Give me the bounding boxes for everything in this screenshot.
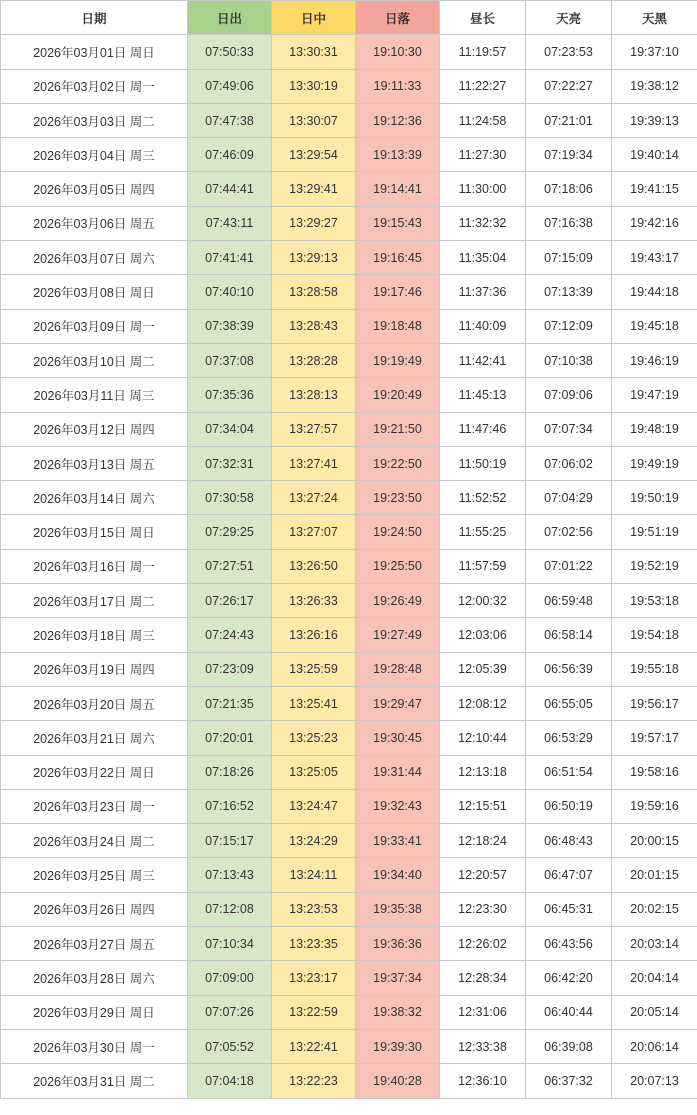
cell-sunset: 19:30:45 xyxy=(356,721,440,755)
cell-solar-noon: 13:25:05 xyxy=(272,755,356,789)
cell-dusk: 19:57:17 xyxy=(612,721,697,755)
cell-dawn: 06:59:48 xyxy=(526,584,612,618)
cell-dusk: 19:44:18 xyxy=(612,275,697,309)
table-row xyxy=(1,69,697,103)
cell-sunset: 19:20:49 xyxy=(356,378,440,412)
cell-dusk: 19:43:17 xyxy=(612,241,697,275)
cell-sunrise: 07:50:33 xyxy=(188,35,272,69)
cell-solar-noon: 13:22:59 xyxy=(272,995,356,1029)
cell-dawn: 07:13:39 xyxy=(526,275,612,309)
cell-dusk: 19:53:18 xyxy=(612,584,697,618)
cell-dusk: 19:42:16 xyxy=(612,206,697,240)
cell-daylength: 12:36:10 xyxy=(440,1064,526,1098)
cell-dusk: 19:52:19 xyxy=(612,549,697,583)
cell-daylength: 12:31:06 xyxy=(440,995,526,1029)
cell-dawn: 07:06:02 xyxy=(526,446,612,480)
cell-sunset: 19:19:49 xyxy=(356,343,440,377)
cell-dawn: 06:55:05 xyxy=(526,686,612,720)
table-row xyxy=(1,584,697,618)
cell-date: 2026年03月13日 周五 xyxy=(1,446,188,480)
cell-daylength: 11:30:00 xyxy=(440,172,526,206)
cell-daylength: 11:55:25 xyxy=(440,515,526,549)
cell-solar-noon: 13:27:41 xyxy=(272,446,356,480)
cell-daylength: 11:45:13 xyxy=(440,378,526,412)
cell-solar-noon: 13:29:54 xyxy=(272,138,356,172)
cell-sunrise: 07:46:09 xyxy=(188,138,272,172)
table-row xyxy=(1,103,697,137)
cell-sunrise: 07:40:10 xyxy=(188,275,272,309)
column-header-sunset: 日落 xyxy=(356,1,440,35)
cell-sunset: 19:27:49 xyxy=(356,618,440,652)
cell-sunrise: 07:26:17 xyxy=(188,584,272,618)
cell-sunrise: 07:49:06 xyxy=(188,69,272,103)
cell-date: 2026年03月26日 周四 xyxy=(1,892,188,926)
cell-dawn: 07:07:34 xyxy=(526,412,612,446)
cell-dawn: 07:19:34 xyxy=(526,138,612,172)
cell-daylength: 11:57:59 xyxy=(440,549,526,583)
cell-daylength: 12:15:51 xyxy=(440,789,526,823)
cell-sunset: 19:32:43 xyxy=(356,789,440,823)
table-row xyxy=(1,618,697,652)
cell-dusk: 20:04:14 xyxy=(612,961,697,995)
cell-sunrise: 07:12:08 xyxy=(188,892,272,926)
cell-solar-noon: 13:25:23 xyxy=(272,721,356,755)
cell-daylength: 12:26:02 xyxy=(440,927,526,961)
cell-sunrise: 07:43:11 xyxy=(188,206,272,240)
cell-date: 2026年03月30日 周一 xyxy=(1,1029,188,1063)
cell-date: 2026年03月25日 周三 xyxy=(1,858,188,892)
cell-solar-noon: 13:30:19 xyxy=(272,69,356,103)
cell-daylength: 11:37:36 xyxy=(440,275,526,309)
cell-sunset: 19:34:40 xyxy=(356,858,440,892)
cell-date: 2026年03月31日 周二 xyxy=(1,1064,188,1098)
cell-sunset: 19:16:45 xyxy=(356,241,440,275)
cell-date: 2026年03月22日 周日 xyxy=(1,755,188,789)
cell-sunrise: 07:29:25 xyxy=(188,515,272,549)
cell-date: 2026年03月01日 周日 xyxy=(1,35,188,69)
cell-dusk: 20:02:15 xyxy=(612,892,697,926)
cell-dusk: 19:50:19 xyxy=(612,481,697,515)
cell-dusk: 19:40:14 xyxy=(612,138,697,172)
cell-date: 2026年03月15日 周日 xyxy=(1,515,188,549)
cell-solar-noon: 13:23:53 xyxy=(272,892,356,926)
cell-daylength: 12:20:57 xyxy=(440,858,526,892)
cell-solar-noon: 13:26:16 xyxy=(272,618,356,652)
cell-sunset: 19:26:49 xyxy=(356,584,440,618)
cell-daylength: 12:23:30 xyxy=(440,892,526,926)
cell-sunset: 19:24:50 xyxy=(356,515,440,549)
cell-solar-noon: 13:27:07 xyxy=(272,515,356,549)
cell-daylength: 12:05:39 xyxy=(440,652,526,686)
cell-sunrise: 07:09:00 xyxy=(188,961,272,995)
cell-sunset: 19:14:41 xyxy=(356,172,440,206)
cell-date: 2026年03月29日 周日 xyxy=(1,995,188,1029)
cell-sunrise: 07:23:09 xyxy=(188,652,272,686)
cell-dawn: 06:40:44 xyxy=(526,995,612,1029)
cell-sunrise: 07:13:43 xyxy=(188,858,272,892)
cell-dawn: 07:23:53 xyxy=(526,35,612,69)
cell-daylength: 12:08:12 xyxy=(440,686,526,720)
cell-sunrise: 07:27:51 xyxy=(188,549,272,583)
table-row xyxy=(1,824,697,858)
cell-solar-noon: 13:27:57 xyxy=(272,412,356,446)
table-row xyxy=(1,138,697,172)
cell-solar-noon: 13:29:27 xyxy=(272,206,356,240)
cell-solar-noon: 13:29:13 xyxy=(272,241,356,275)
cell-daylength: 11:19:57 xyxy=(440,35,526,69)
cell-solar-noon: 13:28:13 xyxy=(272,378,356,412)
table-row xyxy=(1,1029,697,1063)
cell-sunrise: 07:16:52 xyxy=(188,789,272,823)
cell-solar-noon: 13:28:58 xyxy=(272,275,356,309)
cell-sunrise: 07:47:38 xyxy=(188,103,272,137)
cell-date: 2026年03月06日 周五 xyxy=(1,206,188,240)
cell-date: 2026年03月17日 周二 xyxy=(1,584,188,618)
cell-sunset: 19:10:30 xyxy=(356,35,440,69)
cell-solar-noon: 13:24:29 xyxy=(272,824,356,858)
cell-date: 2026年03月23日 周一 xyxy=(1,789,188,823)
cell-solar-noon: 13:28:28 xyxy=(272,343,356,377)
cell-daylength: 12:13:18 xyxy=(440,755,526,789)
cell-dawn: 06:58:14 xyxy=(526,618,612,652)
table-row xyxy=(1,481,697,515)
cell-date: 2026年03月07日 周六 xyxy=(1,241,188,275)
cell-dawn: 07:16:38 xyxy=(526,206,612,240)
cell-solar-noon: 13:23:17 xyxy=(272,961,356,995)
cell-date: 2026年03月19日 周四 xyxy=(1,652,188,686)
table-row xyxy=(1,515,697,549)
cell-sunset: 19:36:36 xyxy=(356,927,440,961)
cell-date: 2026年03月28日 周六 xyxy=(1,961,188,995)
table-row xyxy=(1,892,697,926)
cell-dusk: 19:54:18 xyxy=(612,618,697,652)
cell-daylength: 11:50:19 xyxy=(440,446,526,480)
cell-sunset: 19:39:30 xyxy=(356,1029,440,1063)
cell-date: 2026年03月09日 周一 xyxy=(1,309,188,343)
cell-daylength: 11:42:41 xyxy=(440,343,526,377)
cell-dawn: 06:51:54 xyxy=(526,755,612,789)
cell-solar-noon: 13:28:43 xyxy=(272,309,356,343)
cell-dawn: 07:21:01 xyxy=(526,103,612,137)
cell-sunset: 19:33:41 xyxy=(356,824,440,858)
cell-dawn: 07:18:06 xyxy=(526,172,612,206)
cell-daylength: 12:18:24 xyxy=(440,824,526,858)
cell-date: 2026年03月05日 周四 xyxy=(1,172,188,206)
table-row xyxy=(1,412,697,446)
column-header-date: 日期 xyxy=(1,1,188,35)
cell-solar-noon: 13:22:23 xyxy=(272,1064,356,1098)
table-row xyxy=(1,927,697,961)
cell-daylength: 11:47:46 xyxy=(440,412,526,446)
cell-date: 2026年03月08日 周日 xyxy=(1,275,188,309)
cell-date: 2026年03月18日 周三 xyxy=(1,618,188,652)
cell-solar-noon: 13:25:59 xyxy=(272,652,356,686)
cell-date: 2026年03月21日 周六 xyxy=(1,721,188,755)
cell-dawn: 07:04:29 xyxy=(526,481,612,515)
cell-daylength: 12:28:34 xyxy=(440,961,526,995)
table-row xyxy=(1,652,697,686)
cell-sunrise: 07:35:36 xyxy=(188,378,272,412)
cell-dusk: 20:00:15 xyxy=(612,824,697,858)
cell-dawn: 06:45:31 xyxy=(526,892,612,926)
table-row xyxy=(1,789,697,823)
cell-dusk: 19:51:19 xyxy=(612,515,697,549)
cell-solar-noon: 13:29:41 xyxy=(272,172,356,206)
table-row xyxy=(1,241,697,275)
cell-sunset: 19:11:33 xyxy=(356,69,440,103)
cell-daylength: 11:22:27 xyxy=(440,69,526,103)
cell-dusk: 19:48:19 xyxy=(612,412,697,446)
cell-dusk: 19:41:15 xyxy=(612,172,697,206)
cell-dusk: 19:45:18 xyxy=(612,309,697,343)
cell-sunrise: 07:18:26 xyxy=(188,755,272,789)
cell-sunrise: 07:38:39 xyxy=(188,309,272,343)
cell-sunrise: 07:41:41 xyxy=(188,241,272,275)
cell-date: 2026年03月24日 周二 xyxy=(1,824,188,858)
cell-sunrise: 07:04:18 xyxy=(188,1064,272,1098)
cell-dusk: 20:06:14 xyxy=(612,1029,697,1063)
cell-date: 2026年03月16日 周一 xyxy=(1,549,188,583)
cell-solar-noon: 13:30:07 xyxy=(272,103,356,137)
cell-dawn: 06:48:43 xyxy=(526,824,612,858)
cell-sunset: 19:35:38 xyxy=(356,892,440,926)
cell-solar-noon: 13:22:41 xyxy=(272,1029,356,1063)
cell-daylength: 11:32:32 xyxy=(440,206,526,240)
cell-date: 2026年03月02日 周一 xyxy=(1,69,188,103)
cell-date: 2026年03月14日 周六 xyxy=(1,481,188,515)
cell-dusk: 19:56:17 xyxy=(612,686,697,720)
cell-dusk: 19:59:16 xyxy=(612,789,697,823)
table-row xyxy=(1,686,697,720)
cell-daylength: 12:03:06 xyxy=(440,618,526,652)
table-row xyxy=(1,549,697,583)
cell-dawn: 06:47:07 xyxy=(526,858,612,892)
cell-sunrise: 07:30:58 xyxy=(188,481,272,515)
cell-date: 2026年03月12日 周四 xyxy=(1,412,188,446)
cell-daylength: 11:52:52 xyxy=(440,481,526,515)
cell-dusk: 19:47:19 xyxy=(612,378,697,412)
cell-date: 2026年03月10日 周二 xyxy=(1,343,188,377)
table-row xyxy=(1,35,697,69)
cell-sunrise: 07:15:17 xyxy=(188,824,272,858)
cell-dusk: 19:46:19 xyxy=(612,343,697,377)
cell-date: 2026年03月20日 周五 xyxy=(1,686,188,720)
column-header-dusk: 天黑 xyxy=(612,1,697,35)
cell-sunrise: 07:32:31 xyxy=(188,446,272,480)
cell-dusk: 19:55:18 xyxy=(612,652,697,686)
cell-daylength: 12:00:32 xyxy=(440,584,526,618)
cell-dawn: 07:01:22 xyxy=(526,549,612,583)
table-row xyxy=(1,275,697,309)
table-row xyxy=(1,343,697,377)
cell-dawn: 06:56:39 xyxy=(526,652,612,686)
cell-solar-noon: 13:25:41 xyxy=(272,686,356,720)
cell-sunset: 19:28:48 xyxy=(356,652,440,686)
column-header-sunrise: 日出 xyxy=(188,1,272,35)
table-row xyxy=(1,309,697,343)
column-header-daylength: 昼长 xyxy=(440,1,526,35)
cell-dawn: 06:37:32 xyxy=(526,1064,612,1098)
cell-sunset: 19:37:34 xyxy=(356,961,440,995)
cell-solar-noon: 13:27:24 xyxy=(272,481,356,515)
cell-daylength: 11:35:04 xyxy=(440,241,526,275)
cell-sunrise: 07:21:35 xyxy=(188,686,272,720)
cell-date: 2026年03月27日 周五 xyxy=(1,927,188,961)
cell-dusk: 20:05:14 xyxy=(612,995,697,1029)
cell-dawn: 07:12:09 xyxy=(526,309,612,343)
cell-daylength: 11:24:58 xyxy=(440,103,526,137)
cell-solar-noon: 13:23:35 xyxy=(272,927,356,961)
cell-sunset: 19:40:28 xyxy=(356,1064,440,1098)
cell-daylength: 11:27:30 xyxy=(440,138,526,172)
table-row xyxy=(1,858,697,892)
table-row xyxy=(1,755,697,789)
cell-daylength: 12:10:44 xyxy=(440,721,526,755)
cell-sunset: 19:31:44 xyxy=(356,755,440,789)
cell-solar-noon: 13:24:11 xyxy=(272,858,356,892)
cell-dawn: 06:39:08 xyxy=(526,1029,612,1063)
cell-dusk: 20:07:13 xyxy=(612,1064,697,1098)
table-row xyxy=(1,446,697,480)
cell-sunrise: 07:05:52 xyxy=(188,1029,272,1063)
cell-sunset: 19:15:43 xyxy=(356,206,440,240)
cell-sunset: 19:13:39 xyxy=(356,138,440,172)
cell-sunset: 19:18:48 xyxy=(356,309,440,343)
cell-date: 2026年03月03日 周二 xyxy=(1,103,188,137)
table-row xyxy=(1,378,697,412)
cell-dawn: 06:50:19 xyxy=(526,789,612,823)
cell-dusk: 20:03:14 xyxy=(612,927,697,961)
cell-dawn: 06:43:56 xyxy=(526,927,612,961)
cell-dawn: 07:02:56 xyxy=(526,515,612,549)
cell-daylength: 12:33:38 xyxy=(440,1029,526,1063)
cell-sunrise: 07:10:34 xyxy=(188,927,272,961)
column-header-dawn: 天亮 xyxy=(526,1,612,35)
cell-sunset: 19:21:50 xyxy=(356,412,440,446)
cell-dusk: 19:37:10 xyxy=(612,35,697,69)
cell-sunrise: 07:37:08 xyxy=(188,343,272,377)
cell-sunset: 19:22:50 xyxy=(356,446,440,480)
cell-sunrise: 07:44:41 xyxy=(188,172,272,206)
cell-dusk: 19:38:12 xyxy=(612,69,697,103)
cell-dawn: 07:22:27 xyxy=(526,69,612,103)
cell-dawn: 07:10:38 xyxy=(526,343,612,377)
table-row xyxy=(1,1064,697,1098)
cell-solar-noon: 13:26:33 xyxy=(272,584,356,618)
cell-dusk: 19:58:16 xyxy=(612,755,697,789)
cell-sunset: 19:23:50 xyxy=(356,481,440,515)
cell-sunrise: 07:07:26 xyxy=(188,995,272,1029)
cell-dusk: 19:49:19 xyxy=(612,446,697,480)
cell-sunset: 19:25:50 xyxy=(356,549,440,583)
table-row xyxy=(1,206,697,240)
cell-sunrise: 07:24:43 xyxy=(188,618,272,652)
table-row xyxy=(1,961,697,995)
cell-sunset: 19:38:32 xyxy=(356,995,440,1029)
cell-date: 2026年03月04日 周三 xyxy=(1,138,188,172)
cell-dawn: 06:42:20 xyxy=(526,961,612,995)
cell-solar-noon: 13:26:50 xyxy=(272,549,356,583)
cell-sunset: 19:12:36 xyxy=(356,103,440,137)
cell-sunrise: 07:20:01 xyxy=(188,721,272,755)
cell-daylength: 11:40:09 xyxy=(440,309,526,343)
cell-dawn: 07:09:06 xyxy=(526,378,612,412)
cell-dawn: 06:53:29 xyxy=(526,721,612,755)
cell-date: 2026年03月11日 周三 xyxy=(1,378,188,412)
cell-sunrise: 07:34:04 xyxy=(188,412,272,446)
cell-sunset: 19:29:47 xyxy=(356,686,440,720)
table-row xyxy=(1,172,697,206)
cell-sunset: 19:17:46 xyxy=(356,275,440,309)
cell-dusk: 20:01:15 xyxy=(612,858,697,892)
cell-solar-noon: 13:24:47 xyxy=(272,789,356,823)
cell-dawn: 07:15:09 xyxy=(526,241,612,275)
table-header-row xyxy=(1,1,697,35)
cell-solar-noon: 13:30:31 xyxy=(272,35,356,69)
table-row xyxy=(1,721,697,755)
cell-dusk: 19:39:13 xyxy=(612,103,697,137)
column-header-solar-noon: 日中 xyxy=(272,1,356,35)
table-row xyxy=(1,995,697,1029)
